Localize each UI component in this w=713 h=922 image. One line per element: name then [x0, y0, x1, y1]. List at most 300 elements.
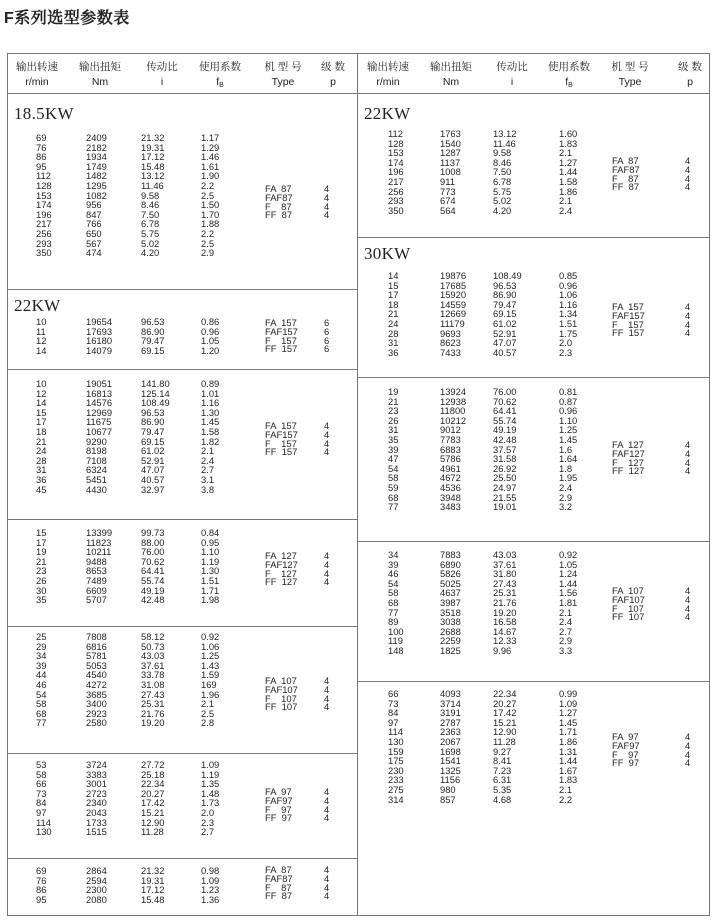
output-torque-cell: 5053 — [86, 659, 107, 671]
model-type: FAF157 — [265, 428, 298, 440]
output-torque-cell: 11675 — [86, 416, 112, 428]
ratio-cell: 9.58 — [141, 189, 160, 201]
output-speed-cell: 31 — [388, 424, 399, 436]
header-unit-subscript: B — [219, 82, 224, 89]
output-torque-cell: 1515 — [86, 826, 107, 838]
ratio-cell: 11.46 — [493, 137, 516, 149]
ratio-cell: 27.43 — [141, 688, 165, 700]
output-torque-cell: 8653 — [86, 565, 107, 577]
output-speed-cell: 112 — [388, 128, 403, 139]
output-torque-cell: 14559 — [440, 298, 467, 310]
output-speed-cell: 77 — [388, 606, 399, 618]
model-type: FA 97 — [612, 731, 639, 742]
output-speed-cell: 47 — [388, 453, 399, 465]
header-unit: p — [687, 76, 693, 88]
output-speed-cell: 66 — [36, 778, 47, 790]
output-speed-cell: 66 — [388, 688, 399, 699]
service-factor-cell: 1.43 — [201, 659, 220, 671]
output-torque-cell: 3987 — [440, 597, 461, 608]
service-factor-cell: 1.23 — [201, 884, 220, 896]
output-speed-cell: 14 — [36, 397, 47, 409]
service-factor-cell: 1.44 — [559, 577, 578, 589]
ratio-cell: 5.35 — [493, 784, 512, 795]
output-speed-cell: 86 — [36, 151, 47, 163]
model-type: FF 127 — [612, 465, 645, 477]
output-speed-cell: 256 — [36, 228, 52, 239]
service-factor-cell: 1.96 — [201, 688, 220, 700]
output-torque-cell: 2580 — [86, 717, 107, 729]
header-label: 输出扭矩 — [79, 61, 121, 73]
service-factor-cell: 1.59 — [201, 669, 220, 681]
output-speed-cell: 350 — [36, 247, 52, 259]
output-torque-cell: 8623 — [440, 337, 461, 349]
service-factor-cell: 1.19 — [201, 555, 220, 567]
stage-count: 4 — [685, 602, 691, 614]
output-speed-cell: 68 — [388, 597, 399, 608]
service-factor-cell: 0.92 — [201, 631, 220, 642]
output-torque-cell: 8198 — [86, 445, 107, 457]
power-rating: 22KW — [14, 296, 61, 315]
output-speed-cell: 21 — [388, 395, 399, 407]
model-type: F 157 — [612, 318, 644, 330]
output-speed-cell: 128 — [388, 137, 404, 149]
output-speed-cell: 68 — [388, 491, 399, 503]
power-section — [358, 542, 710, 682]
output-torque-cell: 5781 — [86, 650, 107, 662]
service-factor-cell: 0.96 — [559, 405, 578, 417]
model-type: FF 107 — [612, 611, 645, 623]
output-speed-cell: 36 — [388, 346, 399, 358]
output-torque-cell: 1698 — [440, 745, 461, 757]
ratio-cell: 79.47 — [141, 335, 165, 347]
ratio-cell: 25.31 — [493, 587, 517, 599]
power-section — [8, 859, 357, 917]
output-speed-cell: 100 — [388, 625, 404, 637]
stage-count: 6 — [324, 343, 330, 355]
ratio-cell: 88.00 — [141, 536, 165, 548]
ratio-cell: 7.50 — [493, 166, 512, 178]
output-torque-cell: 4672 — [440, 472, 461, 484]
output-speed-cell: 233 — [388, 774, 404, 786]
output-speed-cell: 174 — [36, 199, 52, 211]
output-torque-cell: 9012 — [440, 424, 461, 436]
service-factor-cell: 2.3 — [201, 816, 215, 828]
ratio-cell: 22.34 — [141, 778, 165, 790]
model-type: FF 87 — [265, 890, 293, 902]
ratio-cell: 7.23 — [493, 764, 512, 776]
service-factor-cell: 2.1 — [559, 147, 573, 159]
service-factor-cell: 2.5 — [201, 189, 215, 201]
stage-count: 4 — [324, 420, 330, 431]
service-factor-cell: 1.01 — [201, 387, 220, 399]
stage-count: 4 — [685, 309, 691, 321]
output-torque-cell: 6324 — [86, 464, 107, 476]
output-speed-cell: 39 — [36, 659, 47, 671]
service-factor-cell: 1.56 — [559, 587, 578, 599]
service-factor-cell: 2.7 — [201, 464, 215, 476]
ratio-cell: 69.15 — [141, 344, 165, 356]
output-torque-cell: 1325 — [440, 764, 461, 776]
output-speed-cell: 84 — [388, 707, 399, 719]
ratio-cell: 37.61 — [141, 659, 165, 671]
ratio-cell: 33.78 — [141, 669, 165, 681]
output-speed-cell: 34 — [388, 549, 399, 560]
stage-count: 4 — [324, 567, 330, 579]
header-label: 输出转速 — [367, 61, 409, 73]
ratio-cell: 69.15 — [493, 308, 517, 320]
output-torque-cell: 14079 — [86, 344, 113, 356]
ratio-cell: 19.31 — [141, 141, 165, 153]
power-section — [358, 682, 710, 917]
service-factor-cell: 1.83 — [559, 774, 578, 786]
model-type: FF 97 — [612, 757, 640, 769]
output-torque-cell: 9693 — [440, 327, 461, 339]
output-speed-cell: 14 — [36, 344, 47, 356]
output-speed-cell: 68 — [36, 707, 47, 719]
output-speed-cell: 17 — [36, 416, 47, 428]
output-speed-cell: 35 — [388, 434, 399, 445]
output-speed-cell: 17 — [36, 536, 47, 548]
ratio-cell: 11.46 — [141, 180, 164, 191]
stage-count: 4 — [324, 183, 330, 194]
stage-count: 4 — [685, 301, 691, 312]
stage-count: 4 — [324, 872, 330, 884]
output-speed-cell: 350 — [388, 204, 404, 216]
output-speed-cell: 275 — [388, 784, 404, 795]
output-torque-cell: 1763 — [440, 128, 461, 139]
output-torque-cell: 7489 — [86, 575, 107, 586]
ratio-cell: 19.01 — [493, 501, 517, 513]
model-type: FA 107 — [612, 585, 644, 596]
output-torque-cell: 10211 — [86, 546, 112, 558]
service-factor-cell: 1.58 — [559, 176, 578, 187]
output-torque-cell: 3383 — [86, 768, 107, 780]
output-torque-cell: 6609 — [86, 584, 107, 596]
service-factor-cell: 1.16 — [201, 397, 220, 409]
stage-count: 4 — [685, 731, 691, 742]
output-speed-cell: 10 — [36, 378, 47, 389]
output-speed-cell: 73 — [36, 787, 47, 799]
output-torque-cell: 7108 — [86, 454, 107, 466]
model-type: F 157 — [265, 334, 297, 346]
service-factor-cell: 1.48 — [201, 787, 220, 799]
output-torque-cell: 2723 — [86, 787, 107, 799]
ratio-cell: 37.61 — [493, 558, 517, 570]
page-title: F系列选型参数表 — [4, 10, 130, 27]
service-factor-cell: 1.16 — [559, 298, 578, 310]
service-factor-cell: 2.1 — [559, 606, 573, 618]
output-speed-cell: 53 — [36, 759, 47, 770]
output-torque-cell: 7783 — [440, 434, 461, 445]
output-torque-cell: 474 — [86, 247, 102, 259]
output-speed-cell: 84 — [36, 797, 47, 809]
header-unit: Type — [271, 76, 295, 88]
output-torque-cell: 14576 — [86, 397, 113, 409]
ratio-cell: 21.55 — [493, 491, 517, 503]
output-speed-cell: 11 — [36, 325, 46, 337]
ratio-cell: 43.03 — [493, 549, 517, 560]
output-speed-cell: 77 — [388, 501, 399, 513]
output-torque-cell: 12938 — [440, 395, 467, 407]
service-factor-cell: 1.27 — [559, 156, 578, 168]
ratio-cell: 6.31 — [493, 774, 512, 786]
output-speed-cell: 128 — [36, 180, 52, 191]
output-torque-cell: 2409 — [86, 132, 107, 143]
ratio-cell: 49.19 — [493, 424, 517, 436]
output-speed-cell: 175 — [388, 755, 404, 767]
model-type: FAF157 — [612, 309, 645, 321]
service-factor-cell: 1.73 — [201, 797, 220, 809]
output-speed-cell: 23 — [36, 565, 47, 577]
service-factor-cell: 1.44 — [559, 166, 578, 178]
output-torque-cell: 19654 — [86, 316, 113, 327]
output-speed-cell: 21 — [388, 308, 399, 320]
service-factor-cell: 1.27 — [559, 707, 578, 719]
header-label: 级 数 — [321, 61, 345, 73]
stage-count: 4 — [685, 456, 691, 468]
output-speed-cell: 54 — [36, 688, 47, 700]
model-type: FA 87 — [612, 155, 639, 166]
output-torque-cell: 2787 — [440, 716, 461, 728]
ratio-cell: 47.07 — [141, 464, 165, 476]
output-torque-cell: 3400 — [86, 698, 107, 710]
header-label: 级 数 — [678, 61, 702, 73]
output-speed-cell: 31 — [36, 464, 47, 476]
service-factor-cell: 2.2 — [201, 228, 215, 239]
power-rating: 18.5KW — [14, 104, 74, 123]
output-speed-cell: 30 — [36, 584, 47, 596]
stage-count: 4 — [685, 172, 691, 184]
service-factor-cell: 1.19 — [201, 768, 220, 780]
output-torque-cell: 2688 — [440, 625, 461, 637]
output-speed-cell: 28 — [36, 454, 47, 466]
service-factor-cell: 1.58 — [201, 426, 220, 437]
ratio-cell: 20.27 — [141, 787, 165, 799]
output-speed-cell: 130 — [36, 826, 52, 838]
power-section — [8, 370, 357, 520]
output-speed-cell: 15 — [36, 406, 47, 418]
output-torque-cell: 7433 — [440, 346, 461, 358]
ratio-cell: 43.03 — [141, 650, 165, 662]
output-torque-cell: 567 — [86, 237, 102, 249]
ratio-cell: 27.43 — [493, 577, 517, 589]
model-type: FA 127 — [612, 439, 644, 450]
service-factor-cell: 1.10 — [559, 414, 578, 426]
service-factor-cell: 3.2 — [559, 501, 573, 513]
output-torque-cell: 6890 — [440, 558, 461, 570]
ratio-cell: 17.12 — [141, 884, 165, 896]
service-factor-cell: 2.7 — [201, 826, 215, 838]
stage-count: 4 — [324, 683, 330, 695]
stage-count: 6 — [324, 325, 330, 337]
output-torque-cell: 2182 — [86, 141, 107, 153]
output-speed-cell: 76 — [36, 874, 47, 886]
output-speed-cell: 196 — [388, 166, 404, 178]
output-speed-cell: 230 — [388, 764, 404, 776]
output-speed-cell: 15 — [36, 527, 47, 538]
model-type: F 127 — [612, 456, 644, 468]
service-factor-cell: 1.29 — [201, 141, 220, 153]
service-factor-cell: 1.61 — [201, 160, 220, 172]
ratio-cell: 31.58 — [493, 453, 517, 465]
ratio-cell: 21.32 — [141, 865, 165, 876]
stage-count: 4 — [685, 163, 691, 175]
ratio-cell: 15.48 — [141, 160, 165, 172]
output-torque-cell: 3714 — [440, 697, 461, 709]
service-factor-cell: 3.1 — [201, 474, 215, 485]
ratio-cell: 25.18 — [141, 768, 165, 780]
model-type: FAF127 — [265, 558, 298, 570]
output-torque-cell: 4430 — [86, 483, 107, 495]
ratio-cell: 11.28 — [493, 736, 516, 747]
output-torque-cell: 13399 — [86, 527, 113, 538]
service-factor-cell: 0.95 — [201, 536, 220, 548]
output-speed-cell: 95 — [36, 160, 47, 172]
ratio-cell: 22.34 — [493, 688, 517, 699]
model-type: FA 157 — [265, 420, 297, 431]
output-speed-cell: 45 — [36, 483, 47, 495]
service-factor-cell: 1.30 — [201, 406, 220, 418]
model-type: FA 127 — [265, 550, 297, 561]
ratio-cell: 5.02 — [493, 195, 512, 207]
service-factor-cell: 2.9 — [559, 635, 573, 647]
output-speed-cell: 31 — [388, 337, 399, 349]
stage-count: 4 — [324, 191, 330, 203]
ratio-cell: 50.73 — [141, 640, 165, 652]
service-factor-cell: 2.4 — [559, 204, 573, 216]
model-type: FAF107 — [265, 683, 298, 695]
output-speed-cell: 44 — [36, 669, 47, 681]
service-factor-cell: 1.88 — [201, 218, 220, 230]
left-column — [8, 54, 357, 915]
stage-count: 4 — [324, 209, 330, 221]
service-factor-cell: 2.4 — [559, 616, 573, 628]
service-factor-cell: 3.8 — [201, 483, 215, 495]
ratio-cell: 76.00 — [493, 386, 517, 397]
model-type: FF 157 — [612, 327, 645, 339]
output-torque-cell: 773 — [440, 185, 456, 197]
service-factor-cell: 1.06 — [559, 289, 578, 301]
output-speed-cell: 148 — [388, 645, 404, 656]
header-cell — [660, 54, 713, 89]
stage-count: 4 — [685, 611, 691, 623]
service-factor-cell: 2.4 — [201, 454, 215, 466]
output-torque-cell: 1541 — [440, 755, 461, 767]
ratio-cell: 4.20 — [141, 247, 160, 259]
stage-count: 4 — [324, 550, 330, 561]
output-speed-cell: 59 — [388, 482, 399, 493]
stage-count: 4 — [324, 675, 330, 686]
ratio-cell: 76.00 — [141, 546, 165, 558]
output-torque-cell: 15920 — [440, 289, 467, 301]
ratio-cell: 5.75 — [493, 185, 512, 197]
stage-count: 4 — [685, 739, 691, 751]
ratio-cell: 96.53 — [493, 279, 517, 291]
output-torque-cell: 956 — [86, 199, 102, 211]
service-factor-cell: 1.44 — [559, 755, 578, 767]
service-factor-cell: 1.06 — [201, 640, 220, 652]
stage-count: 4 — [685, 327, 691, 339]
ratio-cell: 86.90 — [141, 416, 165, 428]
header-unit: Type — [618, 76, 642, 88]
output-torque-cell: 1825 — [440, 645, 461, 656]
output-torque-cell: 9290 — [86, 435, 107, 447]
output-torque-cell: 2594 — [86, 874, 107, 886]
service-factor-cell: 2.1 — [559, 195, 573, 207]
ratio-cell: 70.62 — [141, 555, 165, 567]
ratio-cell: 12.33 — [493, 635, 517, 647]
output-torque-cell: 980 — [440, 784, 456, 795]
service-factor-cell: 0.81 — [559, 386, 578, 397]
header-unit: r/min — [376, 76, 400, 88]
output-speed-cell: 58 — [388, 472, 399, 484]
ratio-cell: 49.19 — [141, 584, 165, 596]
model-type: FAF87 — [265, 872, 293, 884]
header-cell — [7, 54, 67, 89]
model-type: F 157 — [265, 437, 297, 449]
output-torque-cell: 5025 — [440, 577, 461, 589]
output-speed-cell: 26 — [388, 414, 399, 426]
ratio-cell: 25.31 — [141, 698, 165, 710]
header-label: 输出扭矩 — [430, 61, 472, 73]
service-factor-cell: 1.31 — [559, 745, 578, 757]
stage-count: 4 — [324, 812, 330, 824]
model-type: FA 157 — [612, 301, 644, 312]
service-factor-cell: 2.5 — [201, 237, 215, 249]
header-cell — [132, 54, 192, 89]
output-speed-cell: 58 — [36, 698, 47, 710]
service-factor-cell: 1.98 — [201, 594, 220, 606]
output-torque-cell: 6883 — [440, 443, 461, 455]
header-cell — [303, 54, 363, 89]
header-label: 传动比 — [496, 61, 528, 73]
model-type: F 97 — [265, 803, 292, 815]
output-torque-cell: 1156 — [440, 774, 461, 786]
model-type: FA 157 — [265, 317, 297, 328]
service-factor-cell: 1.45 — [559, 434, 578, 445]
service-factor-cell: 1.6 — [559, 443, 573, 455]
ratio-cell: 12.90 — [141, 816, 165, 828]
service-factor-cell: 1.17 — [201, 132, 220, 143]
model-type: FF 87 — [265, 209, 293, 221]
model-type: F 87 — [265, 200, 292, 212]
output-torque-cell: 9488 — [86, 555, 107, 567]
ratio-cell: 64.41 — [493, 405, 517, 417]
service-factor-cell: 2.9 — [559, 491, 573, 503]
stage-count: 6 — [324, 334, 330, 346]
model-type: F 97 — [612, 748, 639, 760]
ratio-cell: 61.02 — [141, 445, 165, 457]
output-torque-cell: 1008 — [440, 166, 461, 178]
ratio-cell: 58.12 — [141, 631, 165, 642]
stage-count: 4 — [324, 701, 330, 713]
service-factor-cell: 1.86 — [559, 185, 578, 197]
stage-count: 4 — [324, 437, 330, 449]
power-section — [8, 94, 357, 290]
service-factor-cell: 0.92 — [559, 549, 578, 560]
model-type: F 87 — [612, 172, 639, 184]
output-torque-cell: 19051 — [86, 378, 113, 389]
output-speed-cell: 46 — [388, 568, 399, 580]
service-factor-cell: 2.1 — [201, 698, 215, 710]
ratio-cell: 108.49 — [141, 397, 170, 409]
header-cell — [70, 54, 130, 89]
ratio-cell: 86.90 — [141, 325, 165, 337]
output-speed-cell: 36 — [36, 474, 47, 485]
ratio-cell: 8.46 — [141, 199, 160, 211]
output-torque-cell: 847 — [86, 208, 102, 220]
model-type: FAF97 — [612, 739, 640, 751]
